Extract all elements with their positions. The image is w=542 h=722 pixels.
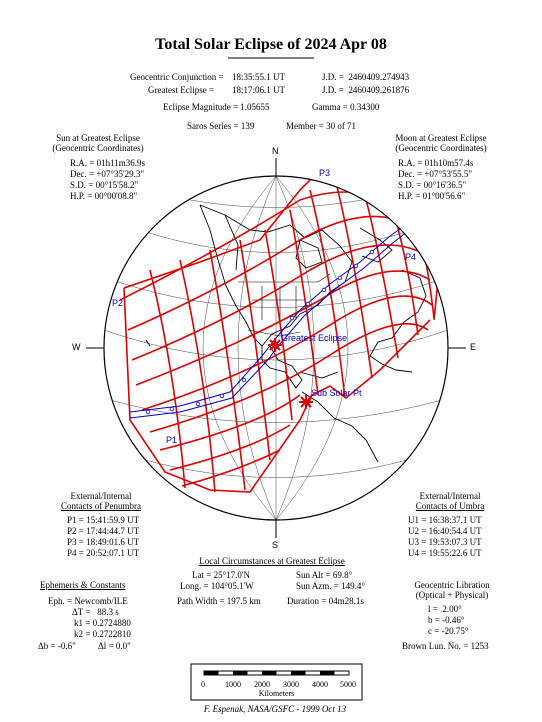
label-p4: P4	[405, 252, 417, 262]
umbra-u1: U1 = 16:38:37.1 UT	[408, 515, 482, 525]
moon-title: Moon at Greatest Eclipse	[395, 133, 487, 143]
greatest-value: 18:17:06.1 UT	[232, 85, 285, 95]
label-p3: P3	[319, 168, 331, 178]
ephemeris-delta-l: Δl = 0.0"	[98, 641, 131, 651]
conjunction-value: 18:35:55.1 UT	[232, 72, 285, 82]
local-duration: Duration = 04m28.1s	[287, 596, 364, 606]
libration-subtitle: (Optical + Physical)	[415, 590, 489, 600]
penumbra-p4: P4 = 20:52:07.1 UT	[67, 548, 140, 558]
label-greatest-eclipse: Greatest Eclipse	[281, 333, 348, 343]
penumbra-p1: P1 = 15:41:59.9 UT	[67, 515, 140, 525]
local-path-width: Path Width = 197.5 km	[177, 596, 261, 606]
saros-series: Saros Series = 139	[187, 121, 255, 131]
penumbra-p3: P3 = 18:49:01.6 UT	[67, 537, 140, 547]
conjunction-label: Geocentric Conjunction =	[130, 72, 226, 82]
sun-hp: H.P. = 00°00'08.8"	[70, 191, 138, 201]
sun-ra: R.A. = 01h11m36.9s	[70, 158, 145, 168]
scale-tick-2000: 2000	[254, 680, 270, 689]
ephemeris-delta-b: Δb = -0.6"	[38, 641, 76, 651]
local-lat: Lat = 25°17.0'N	[192, 570, 251, 580]
scale-tick-1000: 1000	[225, 680, 241, 689]
libration-l: l = 2.00°	[428, 604, 462, 614]
umbra-u2: U2 = 16:40:54.4 UT	[408, 526, 482, 536]
local-sun-alt: Sun Alt = 69.8°	[296, 570, 353, 580]
compass-north: N	[272, 146, 279, 156]
label-p2: P2	[112, 298, 124, 308]
ephemeris-delta-t: ΔT = 88.3 s	[72, 607, 119, 617]
compass-east: E	[470, 342, 477, 352]
libration-b: b = -0.46°	[428, 615, 465, 625]
page-title: Total Solar Eclipse of 2024 Apr 08	[155, 36, 387, 53]
scale-tick-0: 0	[201, 680, 205, 689]
sun-sd: S.D. = 00°15'58.2"	[70, 180, 139, 190]
moon-subtitle: (Geocentric Coordinates)	[395, 143, 487, 153]
credit-line: F. Espenak, NASA/GSFC - 1999 Oct 13	[203, 704, 347, 714]
sun-dec: Dec. = +07°35'29.3"	[70, 169, 145, 179]
label-p1: P1	[166, 435, 178, 445]
umbra-title: External/Internal	[419, 491, 481, 501]
moon-sd: S.D. = 00°16'36.5"	[398, 180, 467, 190]
libration-c: c = -20.75°	[428, 626, 469, 636]
ephemeris-eph: Eph. = Newcomb/ILE	[48, 596, 128, 606]
ephemeris-title: Ephemeris & Constants	[40, 580, 126, 590]
label-sub-solar: Sub Solar Pt	[311, 388, 362, 398]
scale-unit: Kilometers	[258, 689, 295, 698]
brown-lunation: Brown Lun. No. = 1253	[402, 641, 489, 651]
greatest-jd: J.D. = 2460409.261876	[322, 85, 410, 95]
scale-tick-5000: 5000	[340, 680, 356, 689]
ephemeris-k2: k2 = 0.2722810	[74, 629, 131, 639]
umbra-u4: U4 = 19:55:22.6 UT	[408, 548, 482, 558]
sun-subtitle: (Geocentric Coordinates)	[52, 143, 144, 153]
moon-hp: H.P. = 01°00'56.6"	[398, 191, 466, 201]
conjunction-jd: J.D. = 2460409.274943	[322, 72, 410, 82]
penumbra-title: External/Internal	[70, 491, 132, 501]
moon-ra: R.A. = 01h10m57.4s	[398, 158, 474, 168]
penumbra-subtitle: Contacts of Penumbra	[61, 501, 141, 511]
umbra-u3: U3 = 19:53:07.3 UT	[408, 537, 482, 547]
compass-west: W	[72, 342, 81, 352]
penumbra-p2: P2 = 17:44:44.7 UT	[67, 526, 140, 536]
ephemeris-k1: k1 = 0.2724880	[74, 618, 131, 628]
moon-dec: Dec. = +07°53'55.5"	[398, 169, 473, 179]
scale-tick-3000: 3000	[283, 680, 299, 689]
local-long: Long. = 104°05.1'W	[180, 581, 254, 591]
scale-tick-4000: 4000	[312, 680, 328, 689]
eclipse-magnitude: Eclipse Magnitude = 1.05655	[163, 102, 270, 112]
saros-member: Member = 30 of 71	[286, 121, 357, 131]
local-sun-azm: Sun Azm. = 149.4°	[296, 581, 365, 591]
libration-title: Geocentric Libration	[414, 580, 490, 590]
local-title: Local Circumstances at Greatest Eclipse	[199, 556, 345, 566]
gamma: Gamma = 0.34300	[312, 102, 380, 112]
umbra-subtitle: Contacts of Umbra	[415, 501, 485, 511]
compass-south: S	[272, 540, 279, 550]
sun-title: Sun at Greatest Eclipse	[56, 133, 140, 143]
greatest-label: Greatest Eclipse =	[148, 85, 217, 95]
